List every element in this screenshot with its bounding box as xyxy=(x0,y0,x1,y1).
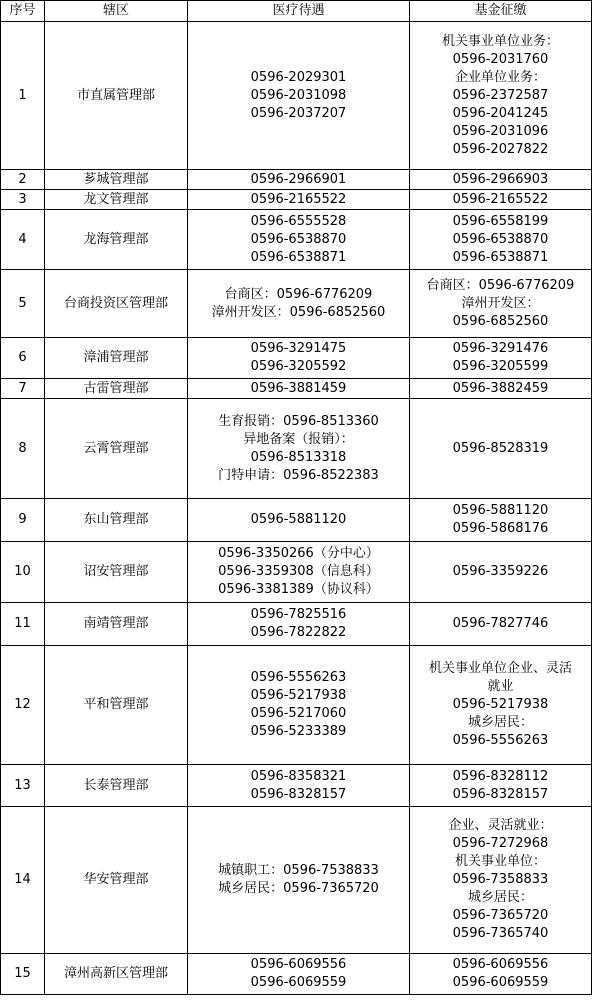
medical-line: 0596-8358321 xyxy=(250,768,347,784)
fund-line: 台商区：0596-6776209 xyxy=(426,277,575,293)
medical-contacts xyxy=(188,270,410,338)
fund-line: 企业、灵活就业： xyxy=(448,818,553,833)
fund-contacts xyxy=(410,603,592,646)
fund-line: 0596-2966903 xyxy=(452,171,549,187)
fund-line: 0596-3359226 xyxy=(452,564,549,579)
medical-contacts xyxy=(188,646,410,765)
fund-line: 机关事业单位业务： xyxy=(441,33,559,49)
medical-line: 0596-5217060 xyxy=(250,706,347,721)
medical-line: 城乡居民：0596-7365720 xyxy=(218,881,379,896)
fund-line: 0596-5868176 xyxy=(452,521,549,536)
fund-line: 0596-2031096 xyxy=(452,123,549,139)
table-row xyxy=(1,765,592,807)
fund-line: 0596-3882459 xyxy=(452,380,549,396)
fund-contacts xyxy=(410,954,592,995)
district-name: 古雷管理部 xyxy=(45,379,188,399)
table-row xyxy=(1,646,592,765)
medical-contacts xyxy=(188,190,410,210)
header-medical: 医疗待遇 xyxy=(188,1,410,22)
fund-line: 0596-7365720 xyxy=(452,908,549,923)
medical-line: 0596-3350266（分中心） xyxy=(218,546,379,561)
fund-line: 0596-5217938 xyxy=(452,697,549,712)
fund-contacts xyxy=(410,22,592,170)
fund-line: 0596-3291476 xyxy=(452,341,549,356)
medical-contacts xyxy=(188,807,410,954)
medical-line: 0596-2165522 xyxy=(250,191,347,207)
medical-line: 0596-5233389 xyxy=(250,724,347,739)
table-row xyxy=(1,954,592,995)
row-number: 3 xyxy=(1,190,45,210)
fund-line: 0596-6538870 xyxy=(452,231,549,247)
medical-line: 0596-7825516 xyxy=(250,607,347,622)
row-number: 10 xyxy=(1,542,45,603)
fund-line: 0596-6852560 xyxy=(452,313,549,329)
header-row xyxy=(1,1,592,22)
table-row xyxy=(1,399,592,499)
medical-contacts xyxy=(188,603,410,646)
fund-contacts xyxy=(410,542,592,603)
table-row xyxy=(1,170,592,190)
fund-line: 0596-5881120 xyxy=(452,503,549,518)
medical-line: 门特申请：0596-8522383 xyxy=(218,467,379,483)
medical-line: 0596-3205592 xyxy=(250,359,347,374)
medical-line: 0596-6538871 xyxy=(250,249,347,265)
fund-line: 企业单位业务： xyxy=(454,69,546,85)
table-row xyxy=(1,190,592,210)
fund-line: 0596-8328157 xyxy=(452,786,549,802)
table-body xyxy=(1,22,592,995)
fund-line: 0596-3205599 xyxy=(452,359,549,374)
table-row xyxy=(1,499,592,542)
fund-line: 机关事业单位企业、灵活 xyxy=(428,661,572,676)
fund-contacts xyxy=(410,338,592,379)
fund-contacts xyxy=(410,379,592,399)
fund-line: 0596-8328112 xyxy=(452,768,549,784)
medical-line: 0596-5881120 xyxy=(250,512,347,527)
medical-contacts xyxy=(188,954,410,995)
header-no: 序号 xyxy=(1,1,45,22)
fund-contacts xyxy=(410,270,592,338)
medical-line: 0596-3359308（信息科） xyxy=(218,564,379,579)
medical-line: 生育报销：0596-8513360 xyxy=(218,413,379,429)
table-row xyxy=(1,379,592,399)
fund-contacts xyxy=(410,765,592,807)
medical-line: 0596-3881459 xyxy=(250,380,347,396)
medical-contacts xyxy=(188,210,410,270)
fund-line: 0596-6069556 xyxy=(452,957,549,972)
row-number: 8 xyxy=(1,399,45,499)
fund-line: 0596-7272968 xyxy=(452,836,549,851)
medical-line: 异地备案（报销）： xyxy=(243,431,354,447)
district-name: 龙文管理部 xyxy=(45,190,188,210)
district-name: 漳州高新区管理部 xyxy=(45,954,188,995)
fund-line: 漳州开发区： xyxy=(461,295,540,311)
row-number: 7 xyxy=(1,379,45,399)
fund-contacts xyxy=(410,190,592,210)
fund-contacts xyxy=(410,210,592,270)
medical-contacts xyxy=(188,22,410,170)
medical-line: 0596-6538870 xyxy=(250,231,347,247)
medical-contacts xyxy=(188,765,410,807)
medical-line: 0596-2966901 xyxy=(250,171,347,187)
table-row xyxy=(1,542,592,603)
district-name: 芗城管理部 xyxy=(45,170,188,190)
row-number: 9 xyxy=(1,499,45,542)
fund-line: 0596-6538871 xyxy=(452,249,549,265)
table-row xyxy=(1,603,592,646)
fund-line: 城乡居民： xyxy=(467,890,533,905)
fund-line: 0596-7365740 xyxy=(452,926,549,941)
medical-contacts xyxy=(188,338,410,379)
row-number: 12 xyxy=(1,646,45,765)
medical-contacts xyxy=(188,499,410,542)
district-name: 台商投资区管理部 xyxy=(45,270,188,338)
district-name: 云霄管理部 xyxy=(45,399,188,499)
fund-line: 0596-2041245 xyxy=(452,105,549,121)
district-name: 漳浦管理部 xyxy=(45,338,188,379)
medical-line: 台商区：0596-6776209 xyxy=(224,286,373,302)
medical-line: 0596-2037207 xyxy=(250,105,347,121)
fund-contacts xyxy=(410,399,592,499)
district-name: 市直属管理部 xyxy=(45,22,188,170)
row-number: 11 xyxy=(1,603,45,646)
fund-contacts xyxy=(410,499,592,542)
fund-line: 0596-6558199 xyxy=(452,213,549,229)
fund-contacts xyxy=(410,807,592,954)
district-name: 长泰管理部 xyxy=(45,765,188,807)
medical-line: 0596-6555528 xyxy=(250,213,347,229)
medical-line: 0596-3381389（协议科） xyxy=(218,582,379,597)
medical-contacts xyxy=(188,379,410,399)
row-number: 2 xyxy=(1,170,45,190)
district-name: 平和管理部 xyxy=(45,646,188,765)
fund-line: 0596-2031760 xyxy=(452,51,549,67)
medical-line: 0596-3291475 xyxy=(250,341,347,356)
medical-contacts xyxy=(188,542,410,603)
table-row xyxy=(1,22,592,170)
fund-line: 就业 xyxy=(487,679,514,694)
header-district: 辖区 xyxy=(45,1,188,22)
fund-line: 城乡居民： xyxy=(467,715,533,730)
medical-contacts xyxy=(188,170,410,190)
header-fund: 基金征缴 xyxy=(410,1,592,22)
medical-line: 0596-8328157 xyxy=(250,786,347,802)
table-row xyxy=(1,338,592,379)
medical-line: 0596-2029301 xyxy=(250,69,347,85)
district-name: 南靖管理部 xyxy=(45,603,188,646)
fund-line: 0596-2165522 xyxy=(452,191,549,207)
row-number: 4 xyxy=(1,210,45,270)
medical-line: 漳州开发区：0596-6852560 xyxy=(211,304,386,320)
district-name: 华安管理部 xyxy=(45,807,188,954)
medical-contacts xyxy=(188,399,410,499)
fund-contacts xyxy=(410,646,592,765)
fund-line: 机关事业单位： xyxy=(454,854,546,869)
row-number: 13 xyxy=(1,765,45,807)
fund-contacts xyxy=(410,170,592,190)
fund-line: 0596-8528319 xyxy=(452,440,549,456)
district-name: 诏安管理部 xyxy=(45,542,188,603)
medical-line: 0596-8513318 xyxy=(250,449,347,465)
table-row xyxy=(1,807,592,954)
medical-line: 0596-5556263 xyxy=(250,670,347,685)
row-number: 14 xyxy=(1,807,45,954)
table-row xyxy=(1,210,592,270)
row-number: 5 xyxy=(1,270,45,338)
fund-line: 0596-2027822 xyxy=(452,141,549,157)
medical-line: 0596-5217938 xyxy=(250,688,347,703)
row-number: 6 xyxy=(1,338,45,379)
medical-line: 0596-6069559 xyxy=(250,975,347,990)
district-name: 龙海管理部 xyxy=(45,210,188,270)
fund-line: 0596-5556263 xyxy=(452,733,549,748)
fund-line: 0596-2372587 xyxy=(452,87,549,103)
fund-line: 0596-7358833 xyxy=(452,872,549,887)
medical-line: 0596-6069556 xyxy=(250,957,347,972)
fund-line: 0596-6069559 xyxy=(452,975,549,990)
medical-line: 0596-7822822 xyxy=(250,625,347,640)
fund-line: 0596-7827746 xyxy=(452,616,549,631)
district-name: 东山管理部 xyxy=(45,499,188,542)
medical-line: 0596-2031098 xyxy=(250,87,347,103)
medical-line: 城镇职工：0596-7538833 xyxy=(218,863,379,878)
row-number: 1 xyxy=(1,22,45,170)
table-row xyxy=(1,270,592,338)
row-number: 15 xyxy=(1,954,45,995)
